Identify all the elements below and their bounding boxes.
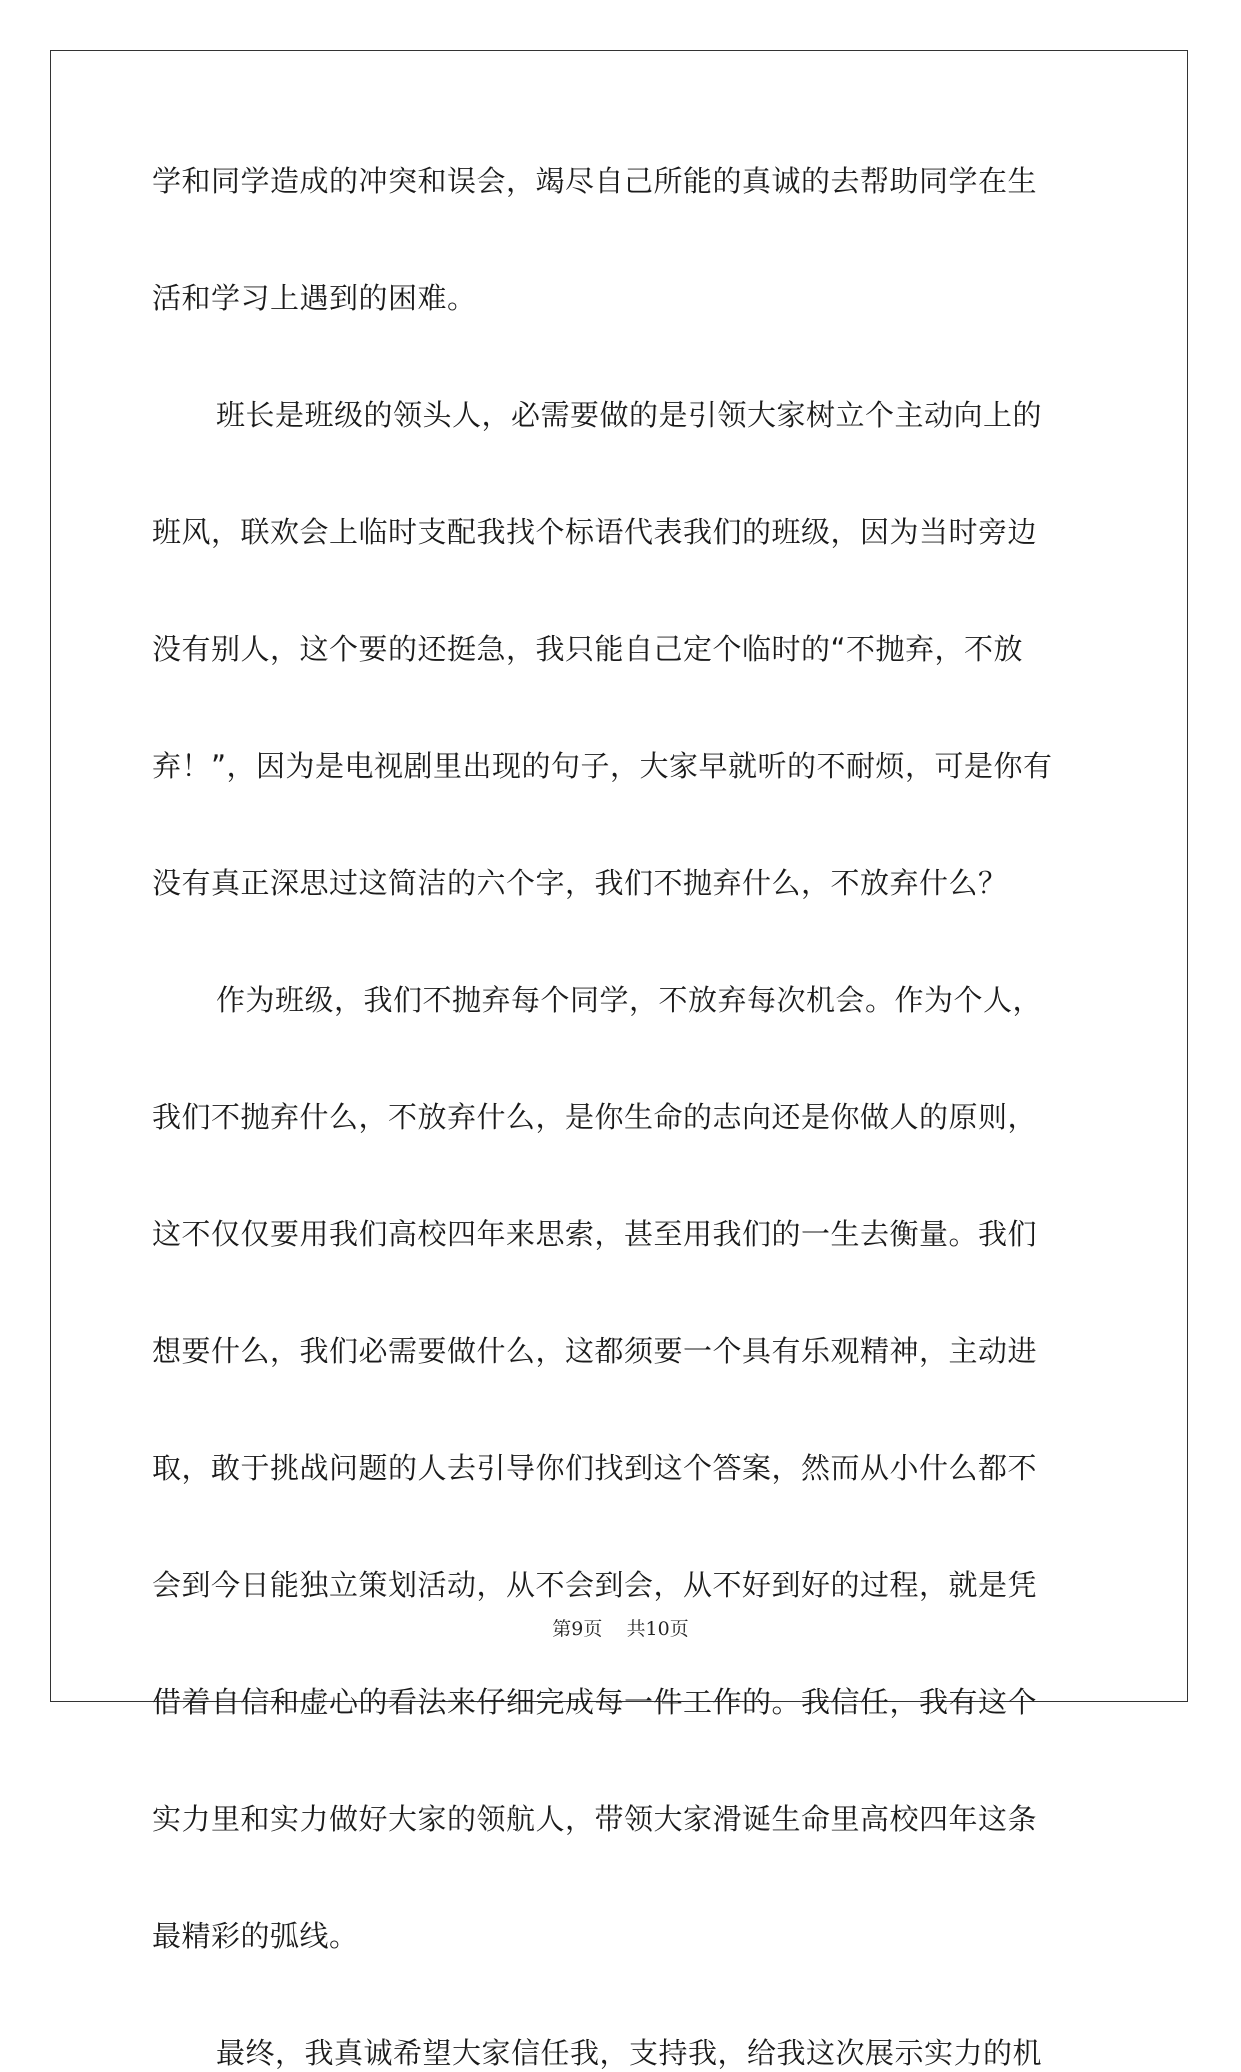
text-line: 作为班级，我们不抛弃每个同学，不放弃每次机会。作为个人，: [216, 983, 1043, 1017]
text-line: 没有真正深思过这简洁的六个字，我们不抛弃什么，不放弃什么？: [152, 866, 1008, 900]
text-line: 这不仅仅要用我们高校四年来思索，甚至用我们的一生去衡量。我们: [152, 1217, 1038, 1251]
text-line: 最终，我真诚希望大家信任我，支持我，给我这次展示实力的机: [216, 2036, 1043, 2070]
text-line: 借着自信和虚心的看法来仔细完成每一件工作的。我信任，我有这个: [152, 1685, 1038, 1719]
text-line: 弃！”，因为是电视剧里出现的句子，大家早就听的不耐烦，可是你有: [152, 749, 1053, 783]
document-body: [152, 162, 1090, 2072]
page-total: 共10页: [626, 1618, 689, 1640]
text-line: 班风，联欢会上临时支配我找个标语代表我们的班级，因为当时旁边: [152, 515, 1038, 549]
text-line: 实力里和实力做好大家的领航人，带领大家滑诞生命里高校四年这条: [152, 1802, 1038, 1836]
text-line: 想要什么，我们必需要做什么，这都须要一个具有乐观精神，主动进: [152, 1334, 1038, 1368]
text-line: 学和同学造成的冲突和误会，竭尽自己所能的真诚的去帮助同学在生: [152, 164, 1038, 198]
paragraph: [152, 396, 1090, 902]
paragraph: [152, 162, 1090, 317]
page-number: 第9页: [552, 1618, 603, 1640]
text-line: 班长是班级的领头人，必需要做的是引领大家树立个主动向上的: [216, 398, 1043, 432]
text-line: 我们不抛弃什么，不放弃什么，是你生命的志向还是你做人的原则，: [152, 1100, 1038, 1134]
text-line: 没有别人，这个要的还挺急，我只能自己定个临时的“不抛弃，不放: [152, 632, 1024, 666]
text-line: 会到今日能独立策划活动，从不会到会，从不好到好的过程，就是凭: [152, 1568, 1038, 1602]
paragraph: [152, 2034, 1090, 2072]
page-footer: [0, 1614, 1241, 1641]
text-line: 最精彩的弧线。: [152, 1919, 359, 1953]
paragraph: [152, 981, 1090, 1955]
text-line: 活和学习上遇到的困难。: [152, 281, 477, 315]
text-line: 取，敢于挑战问题的人去引导你们找到这个答案，然而从小什么都不: [152, 1451, 1038, 1485]
